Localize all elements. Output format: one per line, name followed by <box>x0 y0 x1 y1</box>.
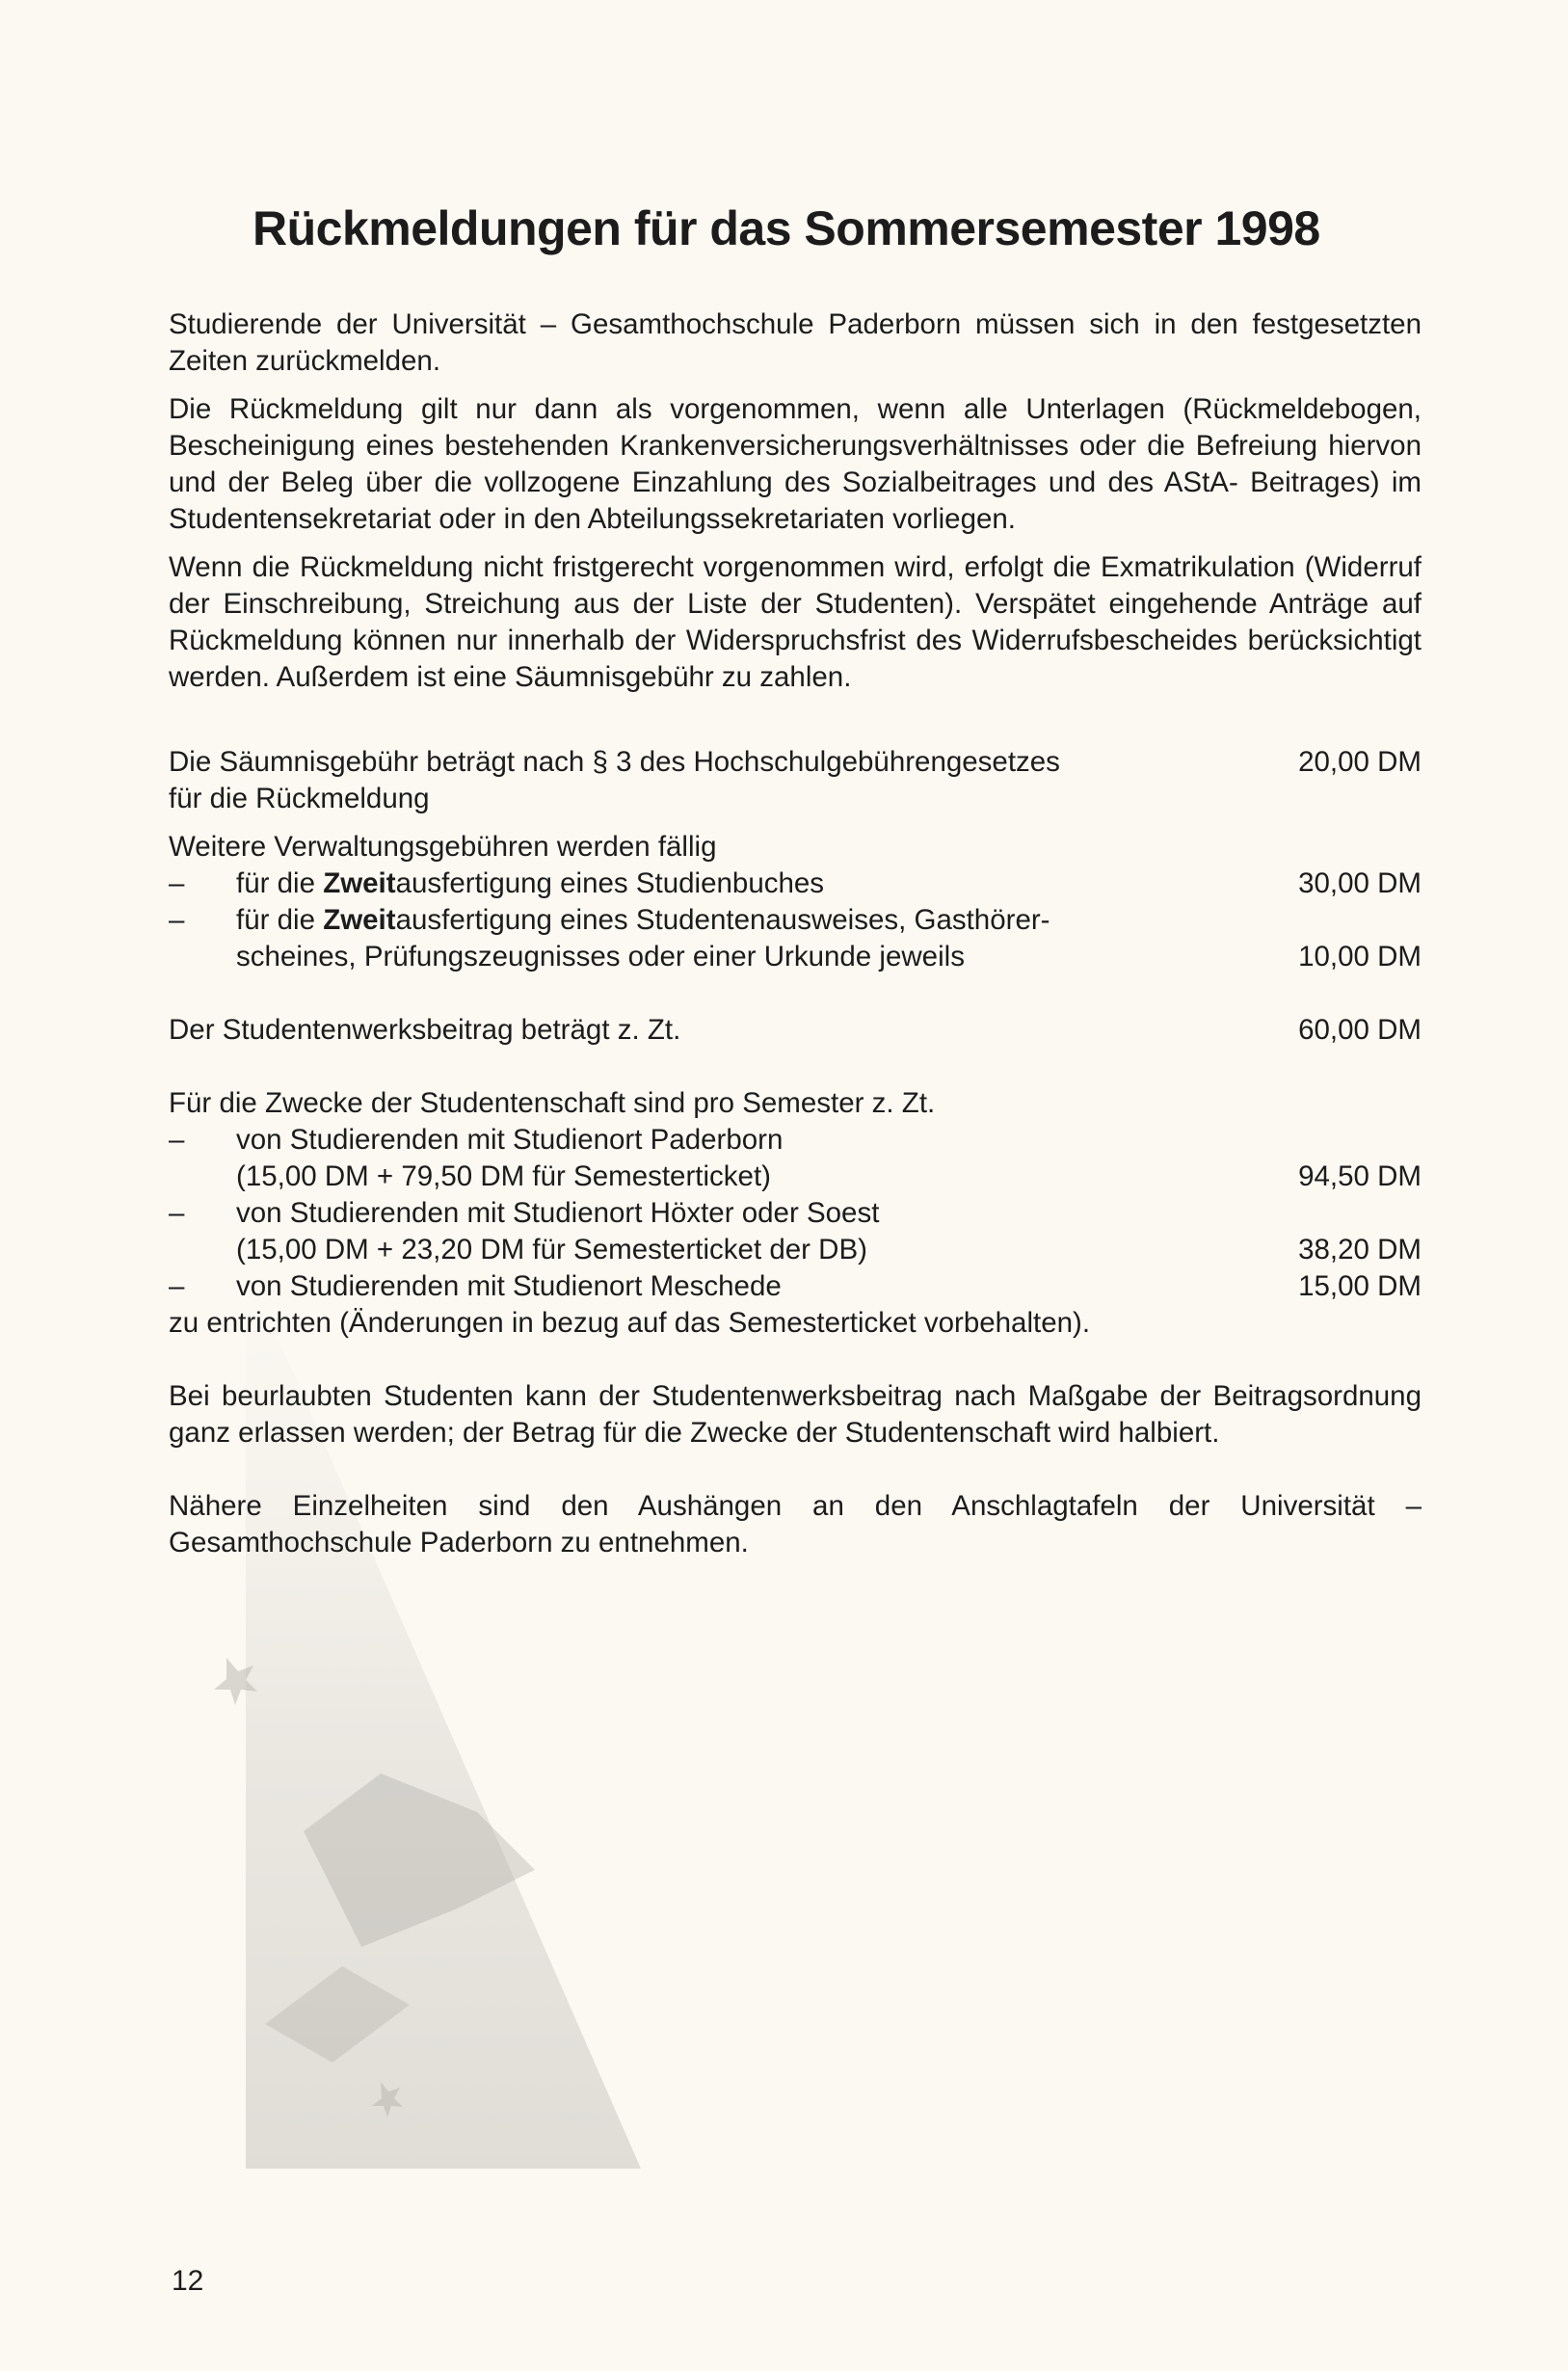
admin-fee-item-2-line-2 <box>169 939 1422 975</box>
late-fee-amount: 20,00 DM <box>1298 746 1422 778</box>
studentenschaft-footer: zu entrichten (Änderungen in bezug auf das Semesterticket vorbehalten). <box>169 1307 1091 1339</box>
admin-fee-item-2-amount: 10,00 DM <box>1298 941 1422 972</box>
hoexter-label: von Studierenden mit Studienort Höxter oder Soest <box>236 1197 880 1229</box>
admin-fee-item-1 <box>169 866 1422 902</box>
admin-fee-item-2 <box>169 902 1422 939</box>
intro-paragraph-2: Die Rückmeldung gilt nur dann als vorgenommen, wenn alle Unterlagen (Rückmeldebogen, Bescheinigung eines bestehenden Krankenversicherungsverhältnisses oder die Befreiung hiervon und der Beleg über die vollzogene Einzahlung des Sozialbeitrages und des AStA- Beitrages) im Studentensekretariat oder in den Abteilungssekretariaten vorliegen. <box>169 393 1422 535</box>
late-fee-row <box>169 744 1422 781</box>
meschede-amount: 15,00 DM <box>1298 1270 1422 1302</box>
admin-fee-item-1-text: für die Zweitausfertigung eines Studienbuches <box>236 867 825 899</box>
closing-paragraph-1: Bei beurlaubten Studenten kann der Studentenwerksbeitrag nach Maßgabe der Beitragsordnung ganz erlassen werden; der Betrag für die Zwecke der Studentenschaft wird halbiert. <box>169 1380 1422 1449</box>
intro-paragraph-3: Wenn die Rückmeldung nicht fristgerecht vorgenommen wird, erfolgt die Exmatrikulation (Widerruf der Einschreibung, Streichung aus der Liste der Studenten). Verspätet eingehende Anträge auf Rückmeldung können nur innerhalb der Widerspruchsfrist des Widerrufsbescheides berücksichtigt werden. Außerdem ist eine Säumnisgebühr zu zahlen. <box>169 551 1422 693</box>
main-content <box>169 306 1422 1561</box>
dash-marker: – <box>169 1124 185 1156</box>
hoexter-detail-row <box>169 1232 1422 1268</box>
intro-paragraph-1: Studierende der Universität – Gesamthochschule Paderborn müssen sich in den festgesetzten Zeiten zurückmelden. <box>169 308 1422 377</box>
hoexter-amount: 38,20 DM <box>1298 1234 1422 1265</box>
admin-fee-item-2-text-2: scheines, Prüfungszeugnisses oder einer Urkunde jeweils <box>236 941 965 972</box>
page-title: Rückmeldungen für das Sommersemester 1998 <box>252 201 1320 255</box>
hoexter-item <box>169 1195 1422 1232</box>
studentenwerk-amount: 60,00 DM <box>1298 1014 1422 1046</box>
studentenwerk-row <box>169 1012 1422 1049</box>
meschede-item <box>169 1268 1422 1305</box>
paderborn-item <box>169 1122 1422 1159</box>
page-number: 12 <box>172 2265 204 2297</box>
studentenwerk-label: Der Studentenwerksbeitrag beträgt z. Zt. <box>169 1014 681 1046</box>
meschede-label: von Studierenden mit Studienort Meschede <box>236 1270 782 1302</box>
dash-marker: – <box>169 904 185 936</box>
dash-marker: – <box>169 867 185 899</box>
late-fee-label: Die Säumnisgebühr beträgt nach § 3 des Hochschulgebührengesetzes <box>169 746 1060 778</box>
studentenschaft-heading: Für die Zwecke der Studentenschaft sind pro Semester z. Zt. <box>169 1087 936 1119</box>
dash-marker: – <box>169 1270 185 1302</box>
admin-fee-item-1-amount: 30,00 DM <box>1298 867 1422 899</box>
hoexter-detail: (15,00 DM + 23,20 DM für Semesterticket der DB) <box>236 1234 867 1265</box>
admin-fee-item-2-text: für die Zweitausfertigung eines Studentenausweises, Gasthörer- <box>236 904 1050 936</box>
closing-paragraph-2: Nähere Einzelheiten sind den Aushängen an den Anschlagtafeln der Universität – Gesamthochschule Paderborn zu entnehmen. <box>169 1490 1422 1558</box>
paderborn-amount: 94,50 DM <box>1298 1160 1422 1192</box>
paderborn-label: von Studierenden mit Studienort Paderborn <box>236 1124 784 1156</box>
dash-marker: – <box>169 1197 185 1229</box>
admin-fees-heading: Weitere Verwaltungsgebühren werden fällig <box>169 831 717 863</box>
paderborn-detail: (15,00 DM + 79,50 DM für Semesterticket) <box>236 1160 771 1192</box>
late-fee-label-2: für die Rückmeldung <box>169 783 430 814</box>
paderborn-detail-row <box>169 1159 1422 1195</box>
